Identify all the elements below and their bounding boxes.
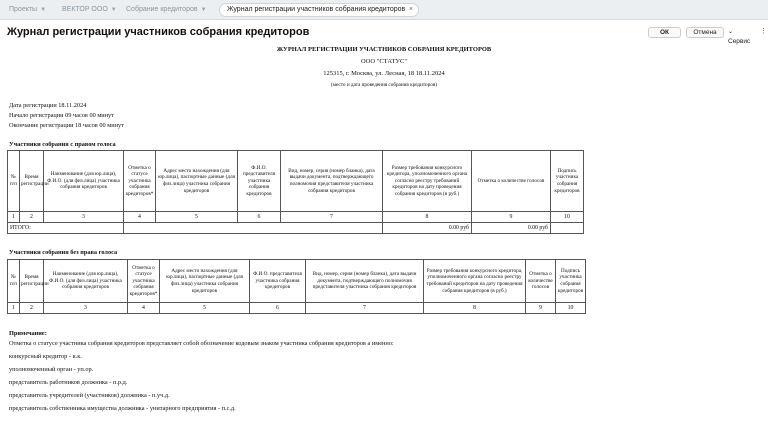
column-header: Наименование (для юр.лица), Ф.И.О. (для физ.лица) участника собрания кредиторов	[44, 151, 124, 212]
column-number: 7	[281, 212, 383, 223]
ok-button[interactable]: ОК	[648, 27, 681, 38]
total-label: ИТОГО:	[8, 223, 124, 234]
note-line: уполномоченный орган - уп.ор.	[9, 366, 94, 373]
column-header: № п/п	[8, 260, 20, 303]
breadcrumb	[0, 0, 768, 20]
column-header: Отметка о статусе участника собрания кредиторов*	[128, 260, 160, 303]
column-number: 7	[306, 303, 424, 314]
note-line: представитель работников должника - п.р.д.	[9, 379, 128, 386]
service-label: Сервис	[728, 38, 751, 45]
voting-participants-table	[7, 150, 584, 234]
registration-end: Окончание регистрации 18 часов 00 минут	[9, 122, 124, 129]
column-header: Наименование (для юр.лица), Ф.И.О. (для физ.лица) участника собрания кредиторов	[44, 260, 128, 303]
column-header: Адрес место нахождения (для юр.лица), паспортные данные (для физ.лица) участника собрания кредиторов	[156, 151, 238, 212]
column-number-row	[8, 303, 586, 314]
organization-name: ООО "СТАТУС"	[360, 58, 408, 65]
breadcrumb-label: Собрание кредиторов	[126, 6, 198, 13]
registration-start: Начало регистрации 09 часов 00 минут	[9, 112, 114, 119]
column-number: 2	[20, 303, 44, 314]
service-menu-button[interactable]	[728, 27, 756, 45]
column-header: Время регистрации	[20, 151, 44, 212]
column-header: Отметка о статусе участника собрания кредиторов*	[124, 151, 156, 212]
column-header: Время регистрации	[20, 260, 44, 303]
chevron-down-icon: ⌄	[728, 29, 734, 35]
column-number: 10	[556, 303, 586, 314]
column-number: 5	[156, 212, 238, 223]
report-document	[0, 40, 768, 432]
nonvoting-participants-table	[7, 259, 586, 314]
column-number: 10	[551, 212, 584, 223]
note-line: Отметка о статусе участника собрания кредиторов представляет собой обозначение кодовым знаком участника собрания кредиторов а именно:	[9, 340, 394, 347]
tab-label: Журнал регистрации участников собрания кредиторов	[227, 6, 406, 13]
column-header: Подпись участника собрания кредиторов	[551, 151, 584, 212]
column-number: 8	[424, 303, 526, 314]
note-title: Примечание:	[9, 330, 47, 337]
total-votes-value: 0.00 руб	[472, 223, 551, 234]
nonvoting-section-title: Участники собрания без права голоса	[9, 249, 118, 256]
column-number: 3	[44, 212, 124, 223]
column-number: 1	[8, 303, 20, 314]
column-header: Подпись участника собрания кредиторов	[556, 260, 586, 303]
column-number: 9	[472, 212, 551, 223]
chevron-down-icon: ▼	[200, 7, 207, 13]
column-header: Отметка о количестве голосов	[526, 260, 556, 303]
breadcrumb-item-meeting[interactable]	[126, 4, 207, 16]
total-claim-value: 0.00 руб	[383, 223, 472, 234]
column-header: Вид, номер, серия (номер бланка), дата выдачи документа, подтверждающего полномочия представителя участника собрания кредиторов	[281, 151, 383, 212]
table-header-row	[8, 260, 586, 303]
table-header-row	[8, 151, 584, 212]
column-number: 5	[160, 303, 250, 314]
column-header: Размер требования конкурсного кредитора, уполномоченного органа согласно реестру требований кредиторов на дату проведения собрания кредиторов (в руб.)	[383, 151, 472, 212]
column-number: 6	[250, 303, 306, 314]
column-header: Отметка о количестве голосов	[472, 151, 551, 212]
column-header: Адрес место нахождения (для юр.лица), паспортные данные (для физ.лица) участника собрания кредиторов	[160, 260, 250, 303]
tab-registration-journal[interactable]	[219, 3, 419, 17]
registration-date: Дата регистрации 18.11.2024	[9, 102, 87, 109]
column-number: 3	[44, 303, 128, 314]
column-number-row	[8, 212, 584, 223]
chevron-down-icon: ▼	[40, 7, 47, 13]
cancel-button[interactable]: Отмена	[686, 27, 724, 38]
column-header: Ф.И.О. представителя участника собрания кредиторов	[250, 260, 306, 303]
breadcrumb-item-company[interactable]	[62, 4, 117, 16]
breadcrumb-label: Проекты	[9, 6, 38, 13]
voting-section-title: Участники собрания с правом голоса	[9, 141, 116, 148]
page-title: Журнал регистрации участников собрания кредиторов	[7, 26, 310, 38]
column-number: 6	[238, 212, 281, 223]
column-number: 9	[526, 303, 556, 314]
close-icon[interactable]: ×	[408, 6, 413, 13]
note-line: конкурсный кредитор - к.к.	[9, 353, 82, 360]
note-line: представитель собственника имущества должника - унитарного предприятия - п.с.д.	[9, 405, 236, 412]
column-number: 2	[20, 212, 44, 223]
column-number: 4	[128, 303, 160, 314]
report-heading: ЖУРНАЛ РЕГИСТРАЦИИ УЧАСТНИКОВ СОБРАНИЯ КРЕДИТОРОВ	[276, 46, 492, 53]
column-header: Вид, номер, серия (номер бланка), дата выдачи документа, подтверждающего полномочия представителя участника собрания кредиторов	[306, 260, 424, 303]
note-line: представитель учредителей (участников) должника - п.уч.д.	[9, 392, 170, 399]
address-date: 125315, г. Москва, ул. Лесная, 18 18.11.2024	[323, 70, 445, 77]
column-number: 1	[8, 212, 20, 223]
column-number: 8	[383, 212, 472, 223]
column-header: № п/п	[8, 151, 20, 212]
column-header: Ф.И.О. представителя участника собрания кредиторов	[238, 151, 281, 212]
breadcrumb-label: ВЕКТОР ООО	[62, 6, 108, 13]
total-row	[8, 223, 584, 234]
more-options-icon[interactable]: ⋮	[760, 28, 767, 35]
chevron-down-icon: ▼	[110, 7, 117, 13]
breadcrumb-item-projects[interactable]	[9, 4, 46, 16]
address-caption: (место и дата проведения собрания кредиторов)	[330, 82, 438, 88]
column-number: 4	[124, 212, 156, 223]
column-header: Размер требования конкурсного кредитора, уполномоченного органа согласно реестру требований кредиторов на дату проведения собрания кредиторов (в руб.)	[424, 260, 526, 303]
